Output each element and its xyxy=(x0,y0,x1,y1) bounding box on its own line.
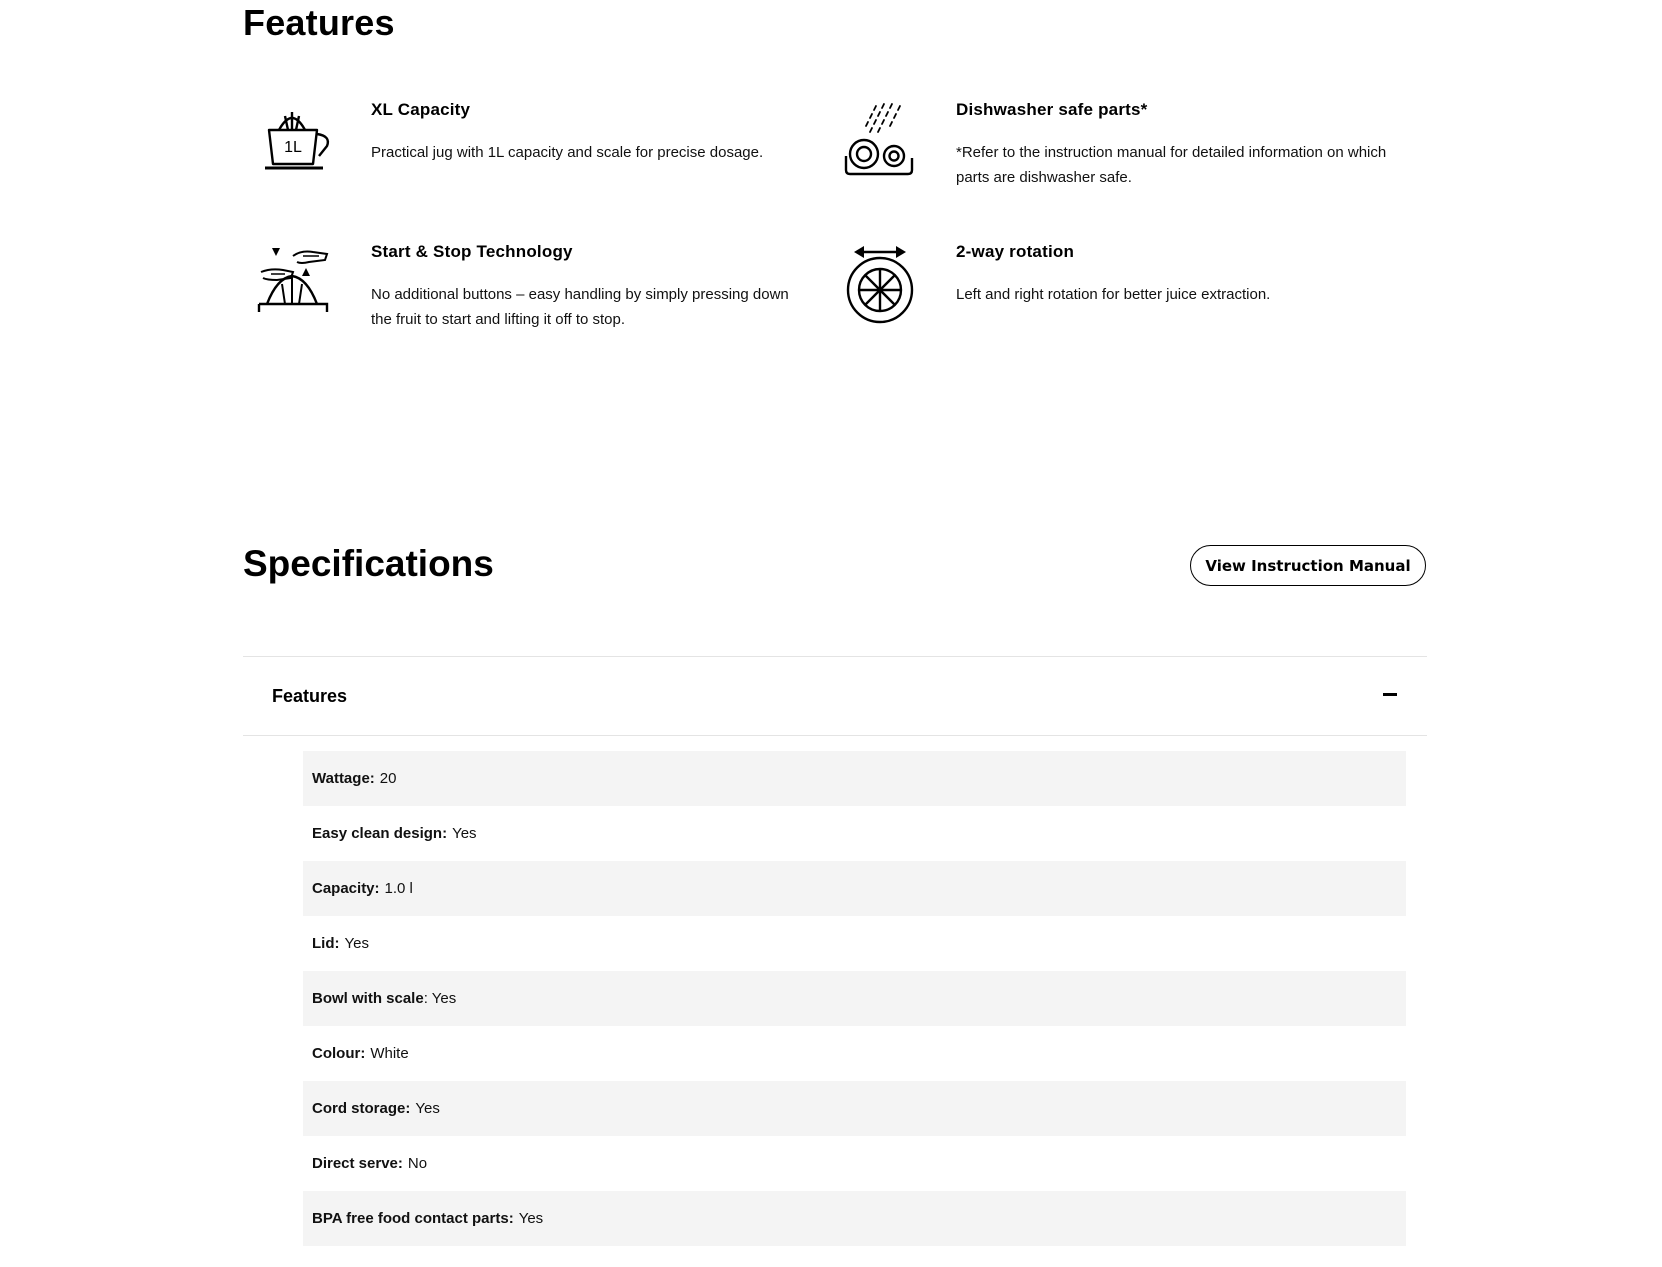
spec-value: White xyxy=(370,1045,409,1062)
collapse-minus-icon[interactable] xyxy=(1383,693,1397,696)
spec-value: 1.0 l xyxy=(384,880,413,897)
spec-value: Yes xyxy=(452,825,477,842)
spec-row-lid xyxy=(303,916,1406,971)
spec-row-wattage xyxy=(303,751,1406,806)
rotation-icon xyxy=(842,242,932,332)
spec-key: Cord storage: xyxy=(312,1100,411,1117)
spec-value: Yes xyxy=(344,935,369,952)
spec-value: 20 xyxy=(379,770,397,787)
spec-row-cord-storage xyxy=(303,1081,1406,1136)
feature-title: 2-way rotation xyxy=(956,242,1075,261)
juicer-jug-1l-icon xyxy=(257,100,347,190)
feature-description: *Refer to the instruction manual for detailed information on which parts are dishwasher safe. xyxy=(956,144,1387,186)
spec-row-bowl-scale xyxy=(303,971,1406,1026)
dishwasher-icon xyxy=(842,100,932,190)
view-instruction-manual-button[interactable]: View Instruction Manual xyxy=(1190,545,1426,586)
spec-key: Colour: xyxy=(312,1045,366,1062)
spec-row-colour xyxy=(303,1026,1406,1081)
specifications-heading: Specifications xyxy=(243,543,494,584)
spec-row-bpa-free xyxy=(303,1191,1406,1246)
spec-value: : Yes xyxy=(423,990,457,1007)
feature-description: Left and right rotation for better juice extraction. xyxy=(956,286,1271,303)
feature-title: XL Capacity xyxy=(371,100,471,119)
accordion-label: Features xyxy=(272,686,348,706)
spec-key: Direct serve: xyxy=(312,1155,403,1172)
spec-key: BPA free food contact parts: xyxy=(312,1210,514,1227)
spec-row-direct-serve xyxy=(303,1136,1406,1191)
feature-description: No additional buttons – easy handling by simply pressing down the fruit to start and lifting it off to stop. xyxy=(371,286,789,328)
accordion-header-features[interactable] xyxy=(243,656,1427,736)
jug-capacity-label: 1L xyxy=(284,139,302,156)
features-heading: Features xyxy=(243,2,395,43)
press-start-stop-icon xyxy=(257,242,347,332)
spec-row-easy-clean xyxy=(303,806,1406,861)
spec-value: No xyxy=(407,1155,428,1172)
spec-key: Wattage: xyxy=(312,770,375,787)
feature-title: Start & Stop Technology xyxy=(371,242,573,261)
spec-key: Easy clean design: xyxy=(312,825,448,842)
specs-accordion xyxy=(243,656,1427,736)
spec-value: Yes xyxy=(518,1210,544,1227)
feature-description: Practical jug with 1L capacity and scale for precise dosage. xyxy=(371,144,764,161)
spec-value: Yes xyxy=(415,1100,440,1117)
feature-title: Dishwasher safe parts* xyxy=(956,100,1148,119)
spec-row-capacity xyxy=(303,861,1406,916)
spec-key: Capacity: xyxy=(312,880,380,897)
spec-key: Lid: xyxy=(312,935,340,952)
spec-key: Bowl with scale xyxy=(312,990,424,1007)
spec-list xyxy=(303,751,1406,1246)
